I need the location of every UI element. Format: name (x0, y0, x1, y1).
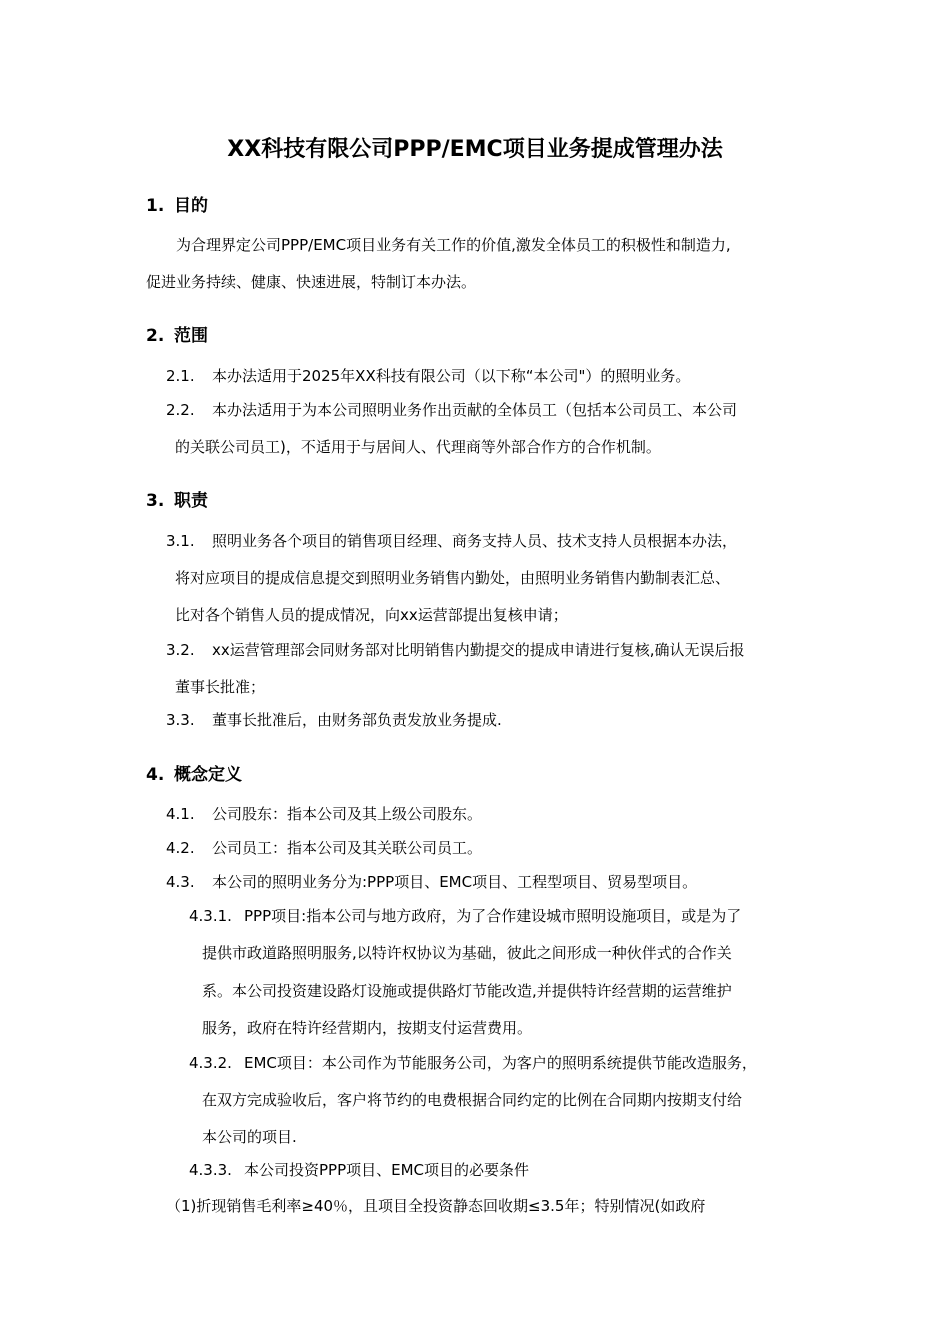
item-continuation: 本公司的项目. (202, 1128, 297, 1146)
sub-list-item (189, 1052, 757, 1074)
item-text: EMC项目：本公司作为节能服务公司，为客户的照明系统提供节能改造服务， (244, 1054, 757, 1072)
list-item (166, 365, 690, 387)
item-text: 本办法适用于为本公司照明业务作出贡献的全体员工（包括本公司员工、本公司 (212, 401, 738, 419)
section-heading-2 (146, 323, 208, 349)
item-number: 2.2. (166, 401, 195, 419)
paragraph-line: 促进业务持续、健康、快速进展，特制订本办法。 (146, 273, 477, 291)
sub-list-item (189, 905, 741, 927)
document-title: XX科技有限公司PPP/EMC项目业务提成管理办法 (227, 137, 723, 162)
condition-line: （1)折现销售毛利率≥40％，且项目全投资静态回收期≤3.5年；特别情况(如政府 (166, 1197, 706, 1215)
item-text: xx运营管理部会同财务部对比明销售内勤提交的提成申请进行复核,确认无误后报 (212, 641, 745, 659)
item-text: 公司股东：指本公司及其上级公司股东。 (212, 805, 483, 823)
item-text: 本公司投资PPP项目、EMC项目的必要条件 (244, 1161, 530, 1179)
list-item (166, 530, 737, 552)
section-heading-3 (146, 488, 208, 514)
item-text: PPP项目:指本公司与地方政府，为了合作建设城市照明设施项目，或是为了 (244, 907, 742, 925)
item-text: 公司员工：指本公司及其关联公司员工。 (212, 839, 483, 857)
item-number: 2.1. (166, 367, 195, 385)
item-continuation: 服务，政府在特许经营期内，按期支付运营费用。 (202, 1019, 533, 1037)
list-item (166, 639, 745, 661)
item-text: 本办法适用于2025年XX科技有限公司（以下称“本公司"）的照明业务。 (212, 367, 691, 385)
sub-list-item (189, 1159, 529, 1181)
item-number: 4.3. (166, 873, 195, 891)
item-text: 董事长批准后，由财务部负责发放业务提成. (212, 711, 502, 729)
section-title: 范围 (174, 326, 208, 346)
item-number: 3.3. (166, 711, 195, 729)
list-item (166, 803, 482, 825)
paragraph-line: 为合理界定公司PPP/EMC项目业务有关工作的价值,激发全体员工的积极性和制造力, (176, 236, 731, 254)
section-heading-4 (146, 762, 242, 788)
item-number: 4.3.2. (189, 1054, 232, 1072)
item-continuation: 将对应项目的提成信息提交到照明业务销售内勤处，由照明业务销售内勤制表汇总、 (175, 569, 731, 587)
section-number: 1. (146, 196, 165, 216)
item-number: 4.1. (166, 805, 195, 823)
item-text: 本公司的照明业务分为:PPP项目、EMC项目、工程型项目、贸易型项目。 (212, 873, 698, 891)
item-continuation: 提供市政道路照明服务,以特许权协议为基础，彼此之间形成一种伙伴式的合作关 (202, 944, 732, 962)
list-item (166, 709, 502, 731)
list-item (166, 837, 482, 859)
list-item (166, 399, 737, 421)
item-number: 3.2. (166, 641, 195, 659)
section-title: 概念定义 (174, 765, 242, 785)
item-continuation: 系。本公司投资建设路灯设施或提供路灯节能改造,并提供特许经营期的运营维护 (202, 982, 732, 1000)
section-number: 2. (146, 326, 165, 346)
section-title: 目的 (174, 196, 208, 216)
item-continuation: 比对各个销售人员的提成情况，向xx运营部提出复核申请； (175, 606, 568, 624)
item-number: 3.1. (166, 532, 195, 550)
item-continuation: 在双方完成验收后，客户将节约的电费根据合同约定的比例在合同期内按期支付给 (202, 1091, 743, 1109)
item-number: 4.3.1. (189, 907, 232, 925)
section-number: 4. (146, 765, 165, 785)
item-continuation: 董事长批准； (175, 678, 266, 696)
item-continuation: 的关联公司员工)，不适用于与居间人、代理商等外部合作方的合作机制。 (175, 438, 661, 456)
item-text: 照明业务各个项目的销售项目经理、商务支持人员、技术支持人员根据本办法， (212, 532, 738, 550)
item-number: 4.2. (166, 839, 195, 857)
section-heading-1 (146, 193, 208, 219)
section-title: 职责 (174, 491, 208, 511)
section-number: 3. (146, 491, 165, 511)
list-item (166, 871, 697, 893)
item-number: 4.3.3. (189, 1161, 232, 1179)
